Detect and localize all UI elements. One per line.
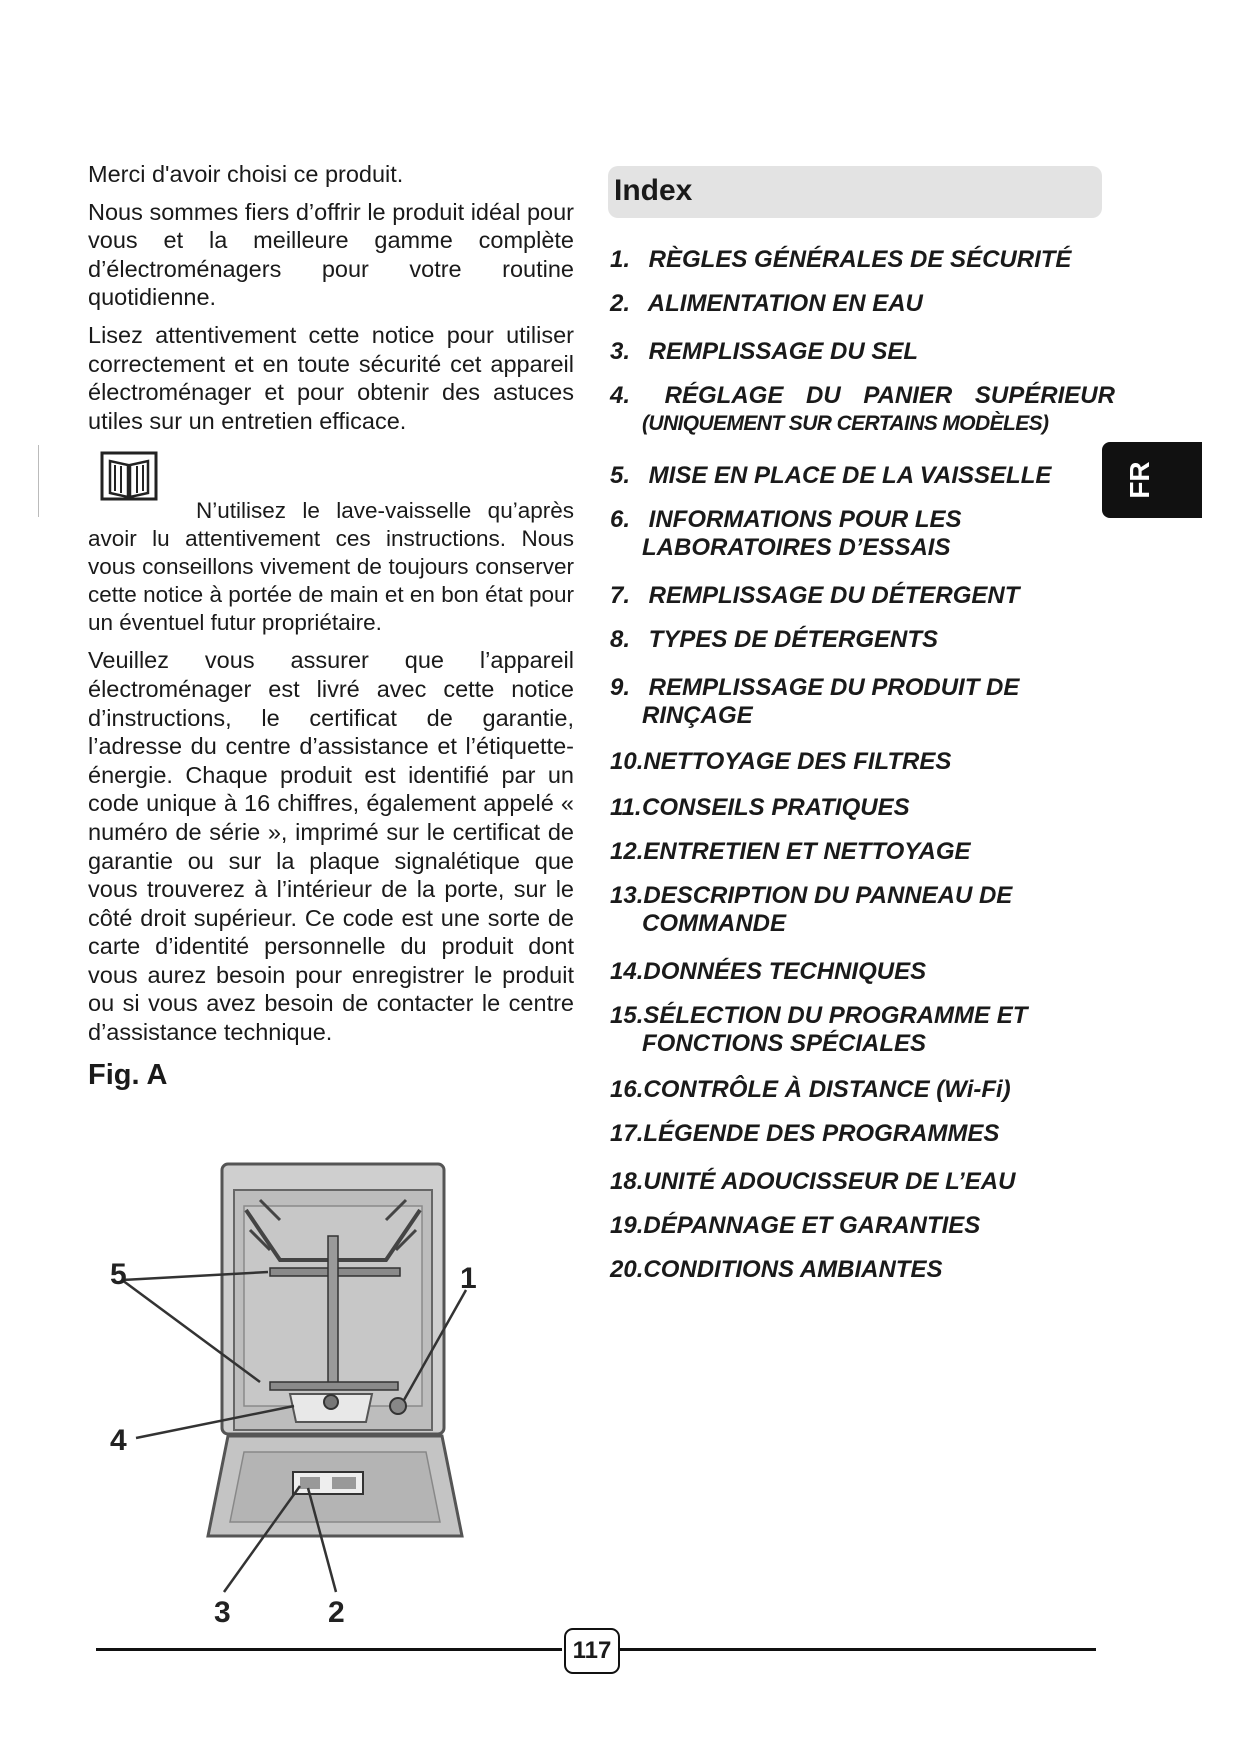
figure-label-5: 5 bbox=[110, 1258, 127, 1291]
book-icon bbox=[100, 451, 158, 503]
figure-label-4: 4 bbox=[110, 1424, 127, 1457]
toc-item: 6. INFORMATIONS POUR LES LABORATOIRES D’ESSAIS bbox=[610, 506, 962, 561]
footer-rule-right bbox=[620, 1648, 1096, 1651]
toc-item: 3. REMPLISSAGE DU SEL bbox=[610, 338, 919, 365]
intro-paragraph-1: Nous sommes fiers d’offrir le produit idéal pour vous et la meilleure gamme complète d’électroménagers pour votre routine quotidienne. bbox=[88, 198, 574, 311]
intro-column bbox=[88, 160, 574, 1089]
toc-item: 17.LÉGENDE DES PROGRAMMES bbox=[610, 1120, 1000, 1147]
lower-spray-arm bbox=[270, 1382, 398, 1390]
toc-item: 4. RÉGLAGE DU PANIER SUPÉRIEUR (UNIQUEMENT SUR CERTAINS MODÈLES) bbox=[610, 382, 1115, 435]
index-title: Index bbox=[614, 174, 693, 207]
toc-item: 1. RÈGLES GÉNÉRALES DE SÉCURITÉ bbox=[610, 246, 1072, 273]
language-tab-label: FR bbox=[1124, 461, 1155, 499]
toc-item: 9. REMPLISSAGE DU PRODUIT DE RINÇAGE bbox=[610, 674, 1020, 729]
toc-item: 10.NETTOYAGE DES FILTRES bbox=[610, 748, 952, 775]
intro-line-1: Merci d'avoir choisi ce produit. bbox=[88, 161, 404, 187]
toc-item: 11.CONSEILS PRATIQUES bbox=[610, 794, 910, 821]
toc-item: 15.SÉLECTION DU PROGRAMME ET FONCTIONS SPÉCIALES bbox=[610, 1002, 1028, 1057]
intro-paragraph-2: Lisez attentivement cette notice pour utiliser correctement et en toute sécurité cet appareil électroménager et pour obtenir des astuces utiles sur un entretien efficace. bbox=[88, 321, 574, 434]
toc-item: 13.DESCRIPTION DU PANNEAU DE COMMANDE bbox=[610, 882, 1013, 937]
figure-label-3: 3 bbox=[214, 1596, 231, 1629]
edge-mark bbox=[38, 445, 39, 517]
toc-item: 19.DÉPANNAGE ET GARANTIES bbox=[610, 1212, 981, 1239]
toc-item: 16.CONTRÔLE À DISTANCE (Wi-Fi) bbox=[610, 1076, 1011, 1103]
dishwasher-figure bbox=[110, 1160, 550, 1630]
intro-paragraph-4: Veuillez vous assurer que l’appareil électroménager est livré avec cette notice d’instructions, le certificat de garantie, l’adresse du centre d’assistance et l’étiquette-énergie. Chaque produit est identifié par un code unique à 16 chiffres, également appelé « numéro de série », imprimé sur le certificat de garantie ou sur la plaque signalétique que vous trouverez à l’intérieur de la porte, sur le côté droit supérieur. Ce code est une sorte de carte d’identité personnelle du produit dont vous aurez besoin pour enregistrer le produit ou si vous avez besoin de contacter le centre d’assistance technique. bbox=[88, 647, 574, 1046]
toc-item: 5. MISE EN PLACE DE LA VAISSELLE bbox=[610, 462, 1052, 489]
toc-item: 12.ENTRETIEN ET NETTOYAGE bbox=[610, 838, 971, 865]
toc-item: 8. TYPES DE DÉTERGENTS bbox=[610, 626, 939, 653]
footer-rule-left bbox=[96, 1648, 562, 1651]
toc-item: 14.DONNÉES TECHNIQUES bbox=[610, 958, 927, 985]
toc-item: 2. ALIMENTATION EN EAU bbox=[610, 290, 923, 317]
toc-item: 7. REMPLISSAGE DU DÉTERGENT bbox=[610, 582, 1020, 609]
toc-item: 18.UNITÉ ADOUCISSEUR DE L’EAU bbox=[610, 1168, 1016, 1195]
figure-title: Fig. A bbox=[88, 1058, 168, 1091]
language-tab bbox=[1102, 442, 1202, 518]
page-number: 117 bbox=[564, 1628, 620, 1674]
figure-label-1: 1 bbox=[460, 1262, 477, 1295]
index-header bbox=[608, 166, 1102, 218]
toc-item: 20.CONDITIONS AMBIANTES bbox=[610, 1256, 943, 1283]
figure-label-2: 2 bbox=[328, 1596, 345, 1629]
notice-block bbox=[88, 461, 574, 637]
notice-paragraph: N’utilisez le lave-vaisselle qu’après avoir lu attentivement ces instructions. Nous vous conseillons vivement de toujours conserver cette notice à portée de main et en bon état pour un éventuel futur propriétaire. bbox=[88, 498, 574, 636]
spray-column bbox=[328, 1236, 338, 1386]
salt-cap bbox=[390, 1398, 406, 1414]
